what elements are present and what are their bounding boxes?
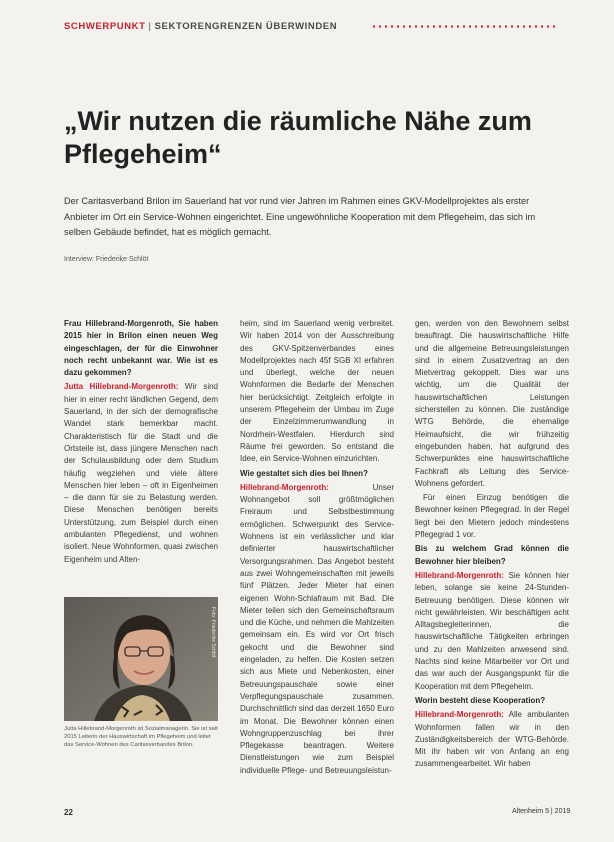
text-column-1 bbox=[64, 318, 218, 568]
question: Bis zu welchem Grad können die Bewohner hier bleiben? bbox=[415, 544, 569, 566]
speaker-name: Hillebrand-Morgenroth: bbox=[415, 570, 504, 580]
text-column-2 bbox=[240, 318, 394, 779]
answer-text: Alle ambulanten Wohnformen fallen wir in den Zuständigkeitsbereich der WTG-Behörde. Mit ihr haben wir von Anfang an eng zusammengearbeitet. Wir haben bbox=[415, 710, 570, 769]
answer bbox=[415, 570, 569, 693]
section-header bbox=[64, 21, 337, 32]
byline: Interview: Friederike Schlöt bbox=[64, 256, 149, 263]
header-separator: | bbox=[148, 21, 152, 32]
question: Wie gestaltet sich dies bei Ihnen? bbox=[240, 468, 368, 478]
article-title: „Wir nutzen die räumliche Nähe zum Pflegeheim“ bbox=[64, 106, 532, 169]
photo-caption: Jutta Hillebrand-Morgenroth ist Sozialmanagerin. Sie ist seit 2015 Leiterin der Hauswirtschaft im Pflegeheim und leitet das Service-Wohnen des Caritasverbandes Brilon. bbox=[64, 726, 218, 748]
page-number: 22 bbox=[64, 808, 73, 817]
answer-text: Wir sind hier in einer recht ländlichen Gegend, dem Sauerland, in der sich der demografische Wandel stark bemerkbar macht. Charakteristisch für die Stadt und die Ortsteile ist, dass jüngere Menschen nach der Schulausbildung oder dem Studium häufig wegziehen und viele ältere Menschen hier leben – oft in Eigenheimen – die dann für sie zu Belastung werden. Diese Menschen benötigen bereits Unterstützung, zum Beispiel durch einen ambulanten Pflegedienst, und wohnen isoliert. Neue Wohnformen, quasi zwischen Eigenheim und Alten- bbox=[64, 382, 218, 564]
answer bbox=[64, 381, 218, 565]
answer bbox=[415, 709, 569, 770]
magazine-issue: Altenheim 5 | 2019 bbox=[512, 808, 571, 815]
portrait-illustration bbox=[64, 597, 218, 721]
section-label: SCHWERPUNKT bbox=[64, 21, 146, 32]
question: Worin besteht diese Kooperation? bbox=[415, 695, 546, 705]
paragraph: gen, werden von den Bewohnern selbst beauftragt. Die hauswirtschaftliche Hilfe und die allgemeine Betreuungsleistungen sind in einem Zusatzvertrag an den Mietvertrag gekoppelt. Dies war uns wichtig, um die Qualität der hauswirtschaftlichen Leistungen sicherstellen zu können. Die zuständige WTG Behörde, die ehemalige Heimaufsicht, die wir frühzeitig eingebunden haben, hat aufgrund des Schwerpunktes eine hauswirtschaftliche Fachkraft als Leitung des Service-Wohnens gefordert. bbox=[415, 319, 569, 488]
topic-label: SEKTORENGRENZEN ÜBERWINDEN bbox=[154, 21, 338, 32]
header-dotted-rule bbox=[371, 25, 555, 28]
question: Frau Hillebrand-Morgenroth, Sie haben 2015 hier in Brilon einen neuen Weg eingeschlagen, der für die Einwohner noch recht unbekannt war. Wie ist es dazu gekommen? bbox=[64, 319, 218, 378]
speaker-name: Hillebrand-Morgenroth: bbox=[240, 482, 329, 492]
answer-text: Unser Wohnangebot soll größtmöglichen Freiraum und Selbstbestimmung ermöglichen. Schwerpunkt des Service-Wohnens ist ein verlässlicher und klar definierter hauswirtschaftlicher Versorgungsrahmen. Das Angebot besteht aus zwei Wohngemeinschaften mit jeweils fünf Plätzen. Jeder Mieter hat einen eigenen Wohn-Schlafraum mit Bad. Die Mieter teilen sich den Gemeinschaftsraum und die Küche, und nehmen die Mahlzeiten gemeinsam ein. Es wird vor Ort frisch gekocht und die Bewohner sind eingeladen, zu helfen. Die Kosten setzen sich aus Miete und Nebenkosten, einer Betreuungspauschale sowie einer Verpflegungspauschale zusammen. Durchschnittlich sind das derzeit 1650 Euro im Monat. Die Bewohner können einen Wohngruppenzuschlag bei ihrer Pflegekasse beantragen. Weitere Dienstleistungen wie zum Beispiel individuelle Pflege- und Betreuungsleistun- bbox=[240, 482, 394, 775]
speaker-name: Jutta Hillebrand-Morgenroth: bbox=[64, 382, 179, 392]
paragraph: heim, sind im Sauerland wenig verbreitet. Wir haben 2014 von der Ausschreibung des GKV-Spitzenverbandes eines Modellprojektes nach 45f SGB XI erfahren und überlegt, welche der neuen Wohnformen die Bedarfe der Menschen hier berücksichtigt. Zeitgleich erfolgte in unserem Pflegeheim der Umbau im Zuge der Einzelzimmerumwandlung in Nordrhein-Westfalen. Hierdurch sind Räume frei geworden. So entstand die Idee, ein Service-Wohnen einzurichten. bbox=[240, 319, 394, 464]
answer bbox=[240, 482, 394, 777]
speaker-name: Hillebrand-Morgenroth: bbox=[415, 710, 504, 720]
portrait-photo bbox=[64, 597, 218, 721]
article-intro: Der Caritasverband Brilon im Sauerland hat vor rund vier Jahren im Rahmen eines GKV-Modellprojektes als erster Anbieter im Ort ein Service-Wohnen eingerichtet. Eine ungewöhnliche Kooperation mit dem Pflegeheim, das sich im selben Gebäude befindet, hat es möglich gemacht. bbox=[64, 196, 536, 237]
photo-credit: Foto: Friederike Schlöt bbox=[210, 607, 216, 658]
text-column-3 bbox=[415, 318, 569, 773]
answer-text: Sie können hier leben, solange sie keine 24-Stunden-Betreuung benötigen. Diese können wir nicht gewährleisten. Wir beschäftigen acht Alltagsbegleiterinnen, die hauswirtschaftliche Tätigkeiten erbringen und zu den Mahlzeiten anwesend sind. Nachts sind keine Mitarbeiter vor Ort und das war auch der Ausgangspunkt für die Kooperation mit dem Pflegeheim. bbox=[415, 570, 569, 691]
paragraph: Für einen Einzug benötigen die Bewohner keinen Pflegegrad. In der Regel liegt bei den Mietern jedoch mindestens Pflegegrad 1 vor. bbox=[415, 493, 569, 540]
